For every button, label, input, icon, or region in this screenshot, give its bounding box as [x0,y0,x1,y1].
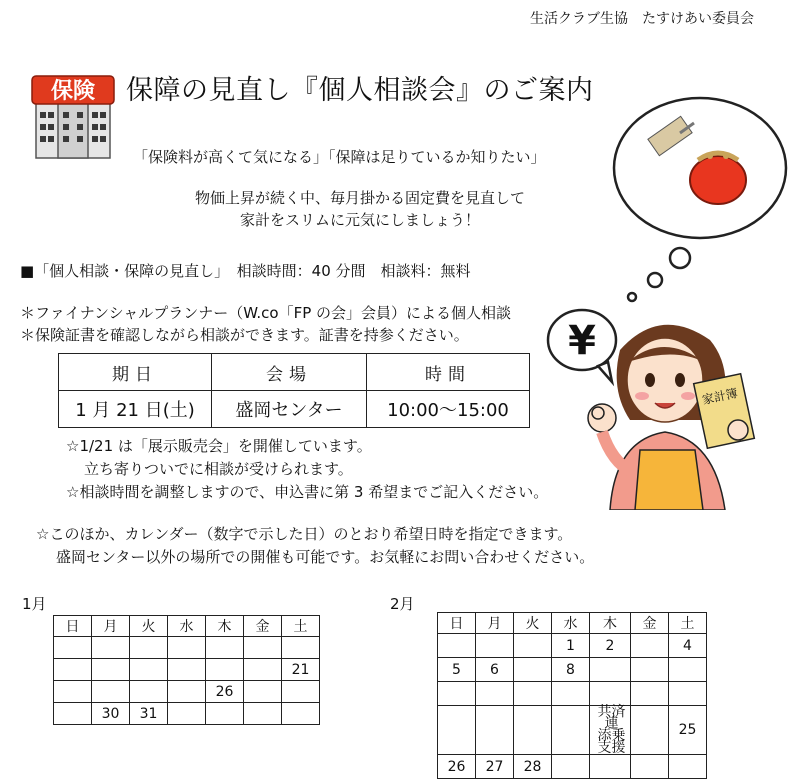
weekday-header: 日 [438,613,476,634]
weekday-header: 金 [244,616,282,637]
calendar-day [244,637,282,659]
calendar-day [590,755,631,779]
calendar-day [514,706,552,755]
calendar-day [631,634,669,658]
calendar-day [168,681,206,703]
note-fp: ＊ファイナンシャルプランナー（W.co「FP の会」会員）による個人相談 [20,304,512,322]
star-note-2: ☆相談時間を調整しますので、申込書に第 3 希望までご記入ください。 [66,483,549,501]
calendar-day [514,634,552,658]
calendar-day [476,682,514,706]
calendar-day [54,681,92,703]
calendar-day [282,703,320,725]
calendar-day [476,706,514,755]
schedule-venue: 盛岡センター [212,391,367,428]
calendar-day [631,658,669,682]
calendar-day [631,755,669,779]
quote-text: 「保険料が高くて気になる」「保障は足りているか知りたい」 [133,148,546,166]
calendar-day [206,637,244,659]
calendar-day [438,634,476,658]
yen-symbol: ¥ [568,318,596,364]
calendar-day [168,703,206,725]
weekday-header: 月 [92,616,130,637]
star-note-3b: 盛岡センター以外の場所での開催も可能です。お気軽にお問い合わせください。 [56,548,595,566]
calendar-jan-label: 1月 [22,595,47,613]
calendar-day [92,659,130,681]
calendar-day [631,682,669,706]
calendar-day [438,682,476,706]
calendar-day [590,658,631,682]
weekday-header: 水 [168,616,206,637]
schedule-table [58,353,530,428]
schedule-date: 1 月 21 日(土) [59,391,212,428]
intro-line-1: 物価上昇が続く中、毎月掛かる固定費を見直して [194,189,525,207]
calendar-day: 8 [552,658,590,682]
calendar-day: 31 [130,703,168,725]
calendar-day [92,637,130,659]
schedule-header-date: 期日 [59,354,212,391]
calendar-day [244,703,282,725]
calendar-day [552,682,590,706]
woman-with-household-book-icon [540,300,770,510]
calendar-day: 5 [438,658,476,682]
weekday-header: 火 [514,613,552,634]
calendar-day: 26 [438,755,476,779]
calendar-day: 4 [669,634,707,658]
weekday-header: 土 [669,613,707,634]
calendar-day [476,634,514,658]
weekday-header: 日 [54,616,92,637]
page-title: 保障の見直し『個人相談会』のご案内 [126,75,594,106]
star-note-1b: 立ち寄りついでに相談が受けられます。 [84,460,353,478]
calendar-day [168,659,206,681]
intro-line-2: 家計をスリムに元気にしましょう！ [239,211,480,229]
schedule-time: 10:00～15:00 [367,391,530,428]
thought-bubble-purse-icon [610,88,800,308]
star-note-1: ☆1/21 は「展示販売会」を開催しています。 [66,437,372,455]
calendar-day [206,659,244,681]
organization-name: 生活クラブ生協 たすけあい委員会 [530,11,754,27]
calendar-day [669,755,707,779]
calendar-day [552,706,590,755]
household-book-label: 家計簿 [700,385,739,408]
weekday-header: 土 [282,616,320,637]
calendar-day [206,703,244,725]
note-certificate: ＊保険証書を確認しながら相談ができます。証書を持参ください。 [20,326,469,344]
calendar-day [282,681,320,703]
calendar-feb-label: 2月 [390,595,415,613]
logo-text: 保険 [50,79,96,104]
weekday-header: 月 [476,613,514,634]
calendar-day [631,706,669,755]
calendar-day [552,755,590,779]
calendar-day [92,681,130,703]
calendar-february [437,612,707,779]
calendar-day [514,682,552,706]
calendar-day: 30 [92,703,130,725]
insurance-building-icon [28,72,118,160]
calendar-day [168,637,206,659]
weekday-header: 水 [552,613,590,634]
calendar-day: 25 [669,706,707,755]
calendar-day [514,658,552,682]
calendar-day [54,637,92,659]
calendar-day: 26 [206,681,244,703]
weekday-header: 火 [130,616,168,637]
calendar-day-event: 共済連 添乗支援 [590,706,631,755]
calendar-day [244,681,282,703]
calendar-day: 1 [552,634,590,658]
calendar-day: 2 [590,634,631,658]
calendar-day [54,659,92,681]
calendar-day [669,658,707,682]
calendar-day: 21 [282,659,320,681]
calendar-day [282,637,320,659]
calendar-day [669,682,707,706]
schedule-header-venue: 会場 [212,354,367,391]
calendar-day: 6 [476,658,514,682]
calendar-day [130,659,168,681]
calendar-january [53,615,320,725]
calendar-day [54,703,92,725]
schedule-header-time: 時間 [367,354,530,391]
calendar-day [438,706,476,755]
star-note-3: ☆このほか、カレンダー（数字で示した日）のとおり希望日時を指定できます。 [36,525,573,543]
calendar-day [590,682,631,706]
calendar-day: 28 [514,755,552,779]
calendar-day [130,681,168,703]
calendar-day [130,637,168,659]
weekday-header: 木 [590,613,631,634]
weekday-header: 金 [631,613,669,634]
calendar-day [244,659,282,681]
calendar-day: 27 [476,755,514,779]
consult-summary: ■「個人相談・保障の見直し」 相談時間：40 分間 相談料：無料 [20,262,471,280]
weekday-header: 木 [206,616,244,637]
